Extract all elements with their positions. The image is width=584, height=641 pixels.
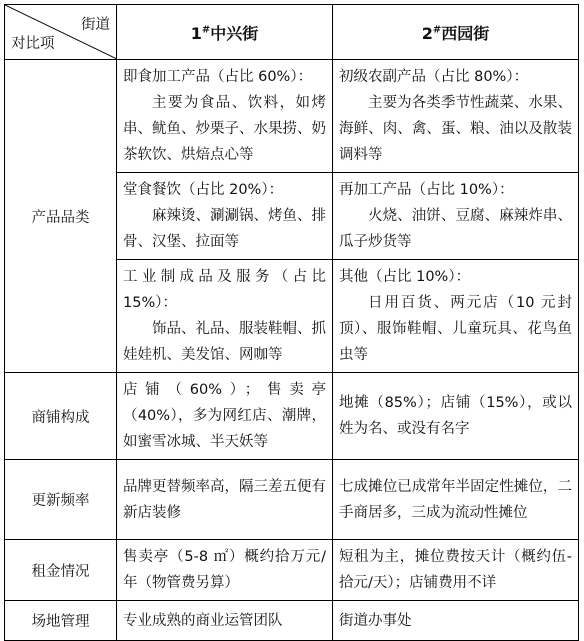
cell-body: 日用百货、两元店（10 元封顶）、服饰鞋帽、儿童玩具、花鸟鱼虫等 <box>339 295 572 363</box>
comparison-table <box>4 4 579 641</box>
row-label-update: 更新频率 <box>5 460 117 540</box>
cell-body: 主要为各类季节性蔬菜、水果、海鲜、肉、禽、蛋、粮、油以及散装调料等 <box>339 95 572 163</box>
rent-zhongxing: 售卖亭（5-8 ㎡）概约拾万元/年（物管费另算） <box>117 540 333 601</box>
col2-prefix: 2 <box>421 23 433 43</box>
row-label-management: 场地管理 <box>5 601 117 641</box>
management-xiyuan: 街道办事处 <box>333 601 579 641</box>
products-3-xiyuan <box>333 260 579 373</box>
cell-body: 麻辣烫、涮涮锅、烤鱼、排骨、汉堡、拉面等 <box>123 208 326 250</box>
diagonal-header-cell <box>5 5 117 60</box>
header-row <box>5 5 579 60</box>
shops-row <box>5 373 579 460</box>
cell-title: 即食加工产品（占比 60%）： <box>123 69 313 85</box>
col2-sup: # <box>432 24 442 36</box>
products-2-zhongxing <box>117 173 333 260</box>
row-label-rent: 租金情况 <box>5 540 117 601</box>
rent-xiyuan: 短租为主，摊位费按天计（概约伍-拾元/天）；店铺费用不详 <box>333 540 579 601</box>
cell-title: 再加工产品（占比 10%）： <box>339 182 514 198</box>
products-1-xiyuan <box>333 60 579 173</box>
update-row <box>5 460 579 540</box>
cell-title: 工业制成品及服务（占比 15%）： <box>123 269 326 311</box>
cell-title: 其他（占比 10%）： <box>339 269 471 285</box>
cell-title: 初级农副产品（占比 80%）： <box>339 69 529 85</box>
corner-top-label: 街道 <box>81 17 110 33</box>
column-header-zhongxing <box>117 5 333 60</box>
cell-body: 火烧、油饼、豆腐、麻辣炸串、瓜子炒货等 <box>339 208 572 250</box>
shops-xiyuan: 地摊（85%）；店铺（15%），或以姓为名、或没有名字 <box>333 373 579 460</box>
col1-prefix: 1 <box>190 23 202 43</box>
products-2-xiyuan <box>333 173 579 260</box>
cell-body: 主要为食品、饮料，如烤串、鱿鱼、炒栗子、水果捞、奶茶软饮、烘焙点心等 <box>123 95 326 163</box>
row-label-shops: 商铺构成 <box>5 373 117 460</box>
products-row-1 <box>5 60 579 173</box>
products-1-zhongxing <box>117 60 333 173</box>
update-zhongxing: 品牌更替频率高，隔三差五便有新店装修 <box>117 460 333 540</box>
shops-zhongxing: 店铺（60%）；售卖亭（40%），多为网红店、潮牌，如蜜雪冰城、半天妖等 <box>117 373 333 460</box>
cell-title: 堂食餐饮（占比 20%）： <box>123 182 284 198</box>
col2-name: 西园街 <box>441 23 490 43</box>
col1-sup: # <box>201 24 211 36</box>
update-xiyuan: 七成摊位已成常年半固定性摊位，二手商居多，三成为流动性摊位 <box>333 460 579 540</box>
rent-row <box>5 540 579 601</box>
corner-bottom-label: 对比项 <box>11 36 55 52</box>
cell-body: 饰品、礼品、服装鞋帽、抓娃娃机、美发馆、网咖等 <box>123 321 326 363</box>
products-3-zhongxing <box>117 260 333 373</box>
col1-name: 中兴街 <box>210 23 259 43</box>
management-row <box>5 601 579 641</box>
column-header-xiyuan <box>333 5 579 60</box>
row-label-products: 产品品类 <box>5 60 117 373</box>
management-zhongxing: 专业成熟的商业运管团队 <box>117 601 333 641</box>
